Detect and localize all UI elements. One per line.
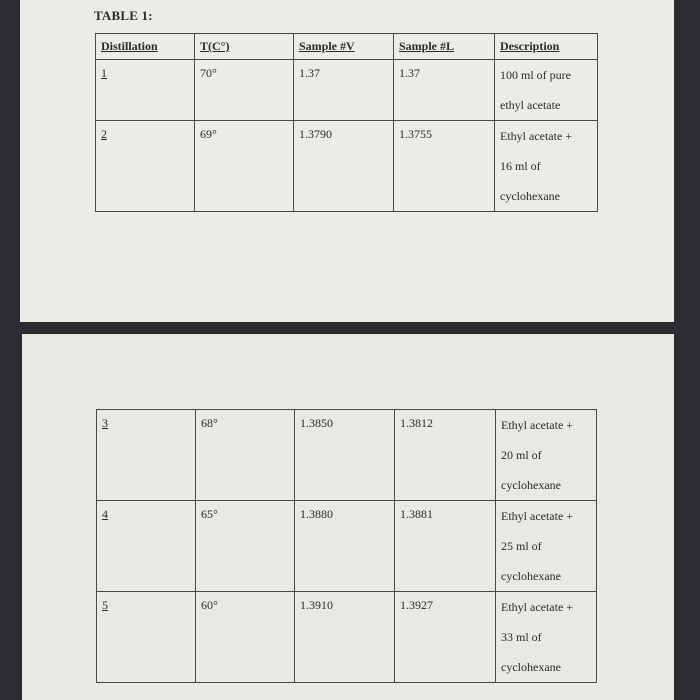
cell-description	[496, 410, 597, 501]
data-table-part-2	[96, 409, 597, 683]
table-row	[96, 121, 598, 212]
cell-sample-l: 1.3812	[395, 410, 496, 501]
table-row	[97, 592, 597, 683]
cell-distillation: 1	[96, 60, 195, 121]
desc-line: Ethyl acetate +	[501, 600, 574, 614]
cell-temperature: 69°	[195, 121, 294, 212]
desc-line: cyclohexane	[500, 189, 560, 203]
cell-sample-v: 1.3790	[294, 121, 394, 212]
cell-temperature: 60°	[196, 592, 295, 683]
cell-distillation: 5	[97, 592, 196, 683]
table-header-row	[96, 34, 598, 60]
table-row	[97, 501, 597, 592]
cell-sample-v: 1.3850	[295, 410, 395, 501]
cell-temperature: 65°	[196, 501, 295, 592]
page-2	[22, 334, 674, 700]
header-sample-l: Sample #L	[394, 34, 495, 60]
cell-sample-l: 1.37	[394, 60, 495, 121]
cell-description	[496, 501, 597, 592]
desc-line: Ethyl acetate +	[501, 418, 574, 432]
cell-temperature: 70°	[195, 60, 294, 121]
cell-description	[495, 60, 598, 121]
cell-temperature: 68°	[196, 410, 295, 501]
cell-sample-v: 1.3910	[295, 592, 395, 683]
cell-sample-v: 1.37	[294, 60, 394, 121]
desc-line: 16 ml of	[500, 159, 541, 173]
cell-description	[495, 121, 598, 212]
table-title: TABLE 1:	[94, 8, 153, 23]
header-distillation: Distillation	[96, 34, 195, 60]
desc-line: 20 ml of	[501, 448, 542, 462]
desc-line: 33 ml of	[501, 630, 542, 644]
cell-sample-l: 1.3755	[394, 121, 495, 212]
table-row	[97, 410, 597, 501]
desc-line: cyclohexane	[501, 660, 561, 674]
desc-line: ethyl acetate	[500, 98, 561, 112]
data-table-part-1	[95, 33, 598, 212]
cell-distillation: 3	[97, 410, 196, 501]
page-1	[20, 0, 674, 322]
cell-sample-l: 1.3881	[395, 501, 496, 592]
header-temperature: T(C°)	[195, 34, 294, 60]
desc-line: 100 ml of pure	[500, 68, 571, 82]
cell-sample-v: 1.3880	[295, 501, 395, 592]
cell-distillation: 4	[97, 501, 196, 592]
header-description: Description	[495, 34, 598, 60]
cell-distillation: 2	[96, 121, 195, 212]
desc-line: 25 ml of	[501, 539, 542, 553]
desc-line: cyclohexane	[501, 478, 561, 492]
table-row	[96, 60, 598, 121]
header-sample-v: Sample #V	[294, 34, 394, 60]
desc-line: Ethyl acetate +	[500, 129, 573, 143]
desc-line: cyclohexane	[501, 569, 561, 583]
cell-sample-l: 1.3927	[395, 592, 496, 683]
cell-description	[496, 592, 597, 683]
desc-line: Ethyl acetate +	[501, 509, 574, 523]
